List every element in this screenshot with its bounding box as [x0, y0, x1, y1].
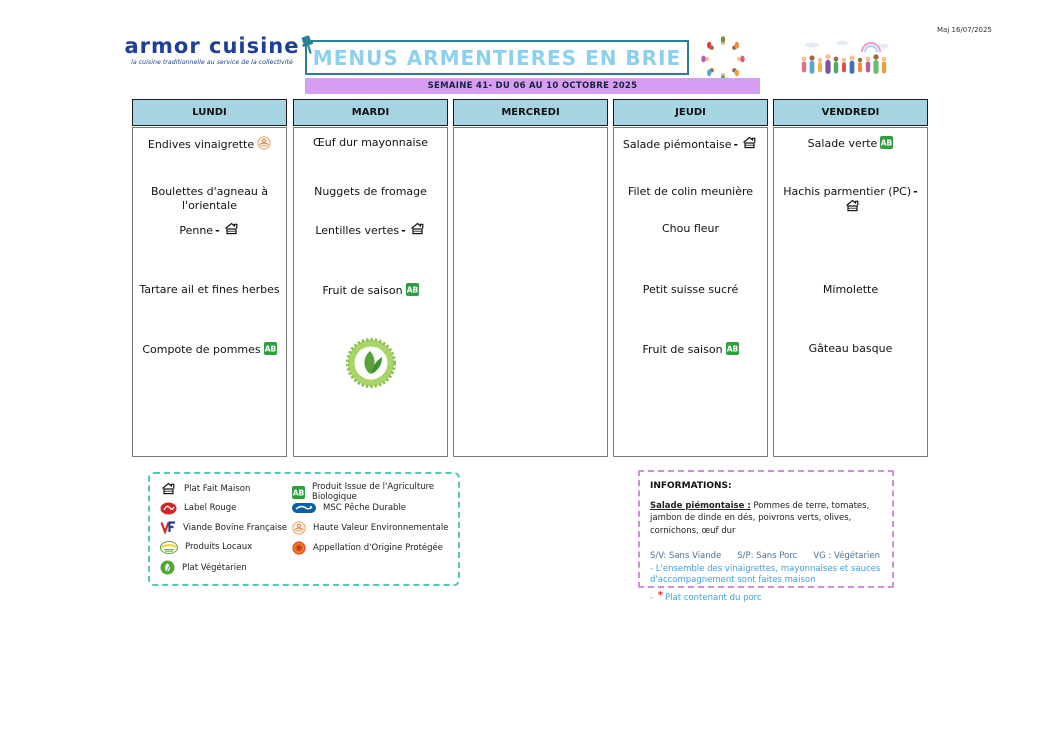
- menu-item: [776, 342, 925, 356]
- menu-item-text: Lentilles vertes: [315, 224, 400, 237]
- icon-dash: -: [215, 224, 220, 237]
- menu-item: [296, 185, 445, 199]
- ab-icon: [726, 342, 739, 355]
- menu-item: [296, 136, 445, 150]
- svg-text:AB: AB: [406, 285, 418, 295]
- vegetarian-badge-wrap: [294, 338, 447, 392]
- week-banner: SEMAINE 41- DU 06 AU 10 OCTOBRE 2025: [305, 78, 760, 94]
- ab-icon: [292, 486, 305, 499]
- menu-item-text: Œuf dur mayonnaise: [312, 136, 429, 149]
- abbreviation: VG : Végétarien: [813, 550, 880, 561]
- day-column-jeudi: [613, 99, 768, 457]
- menu-item-text: Nuggets de fromage: [314, 185, 427, 198]
- legend-label: Viande Bovine Française: [183, 522, 287, 533]
- aop-icon: [292, 541, 306, 555]
- brand-tagline: la cuisine traditionnelle au service de la collectivité: [131, 59, 293, 66]
- pushpin-icon: [295, 32, 321, 58]
- day-menu-body: [132, 127, 287, 457]
- menu-item: [776, 136, 925, 151]
- menu-item-text: Tartare ail et fines herbes: [139, 283, 280, 296]
- day-header: MARDI: [293, 99, 448, 126]
- dish-ingredients: Pommes de terre, tomates, jambon de dinde en dés, poivrons verts, olives, cornichons, œuf dur: [650, 501, 870, 536]
- abbreviation: S/V: Sans Viande: [650, 550, 722, 561]
- menu-item: [135, 222, 284, 238]
- abbreviation: S/P: Sans Porc: [737, 550, 798, 561]
- vegetarien-badge: [346, 338, 396, 388]
- menu-item: [135, 185, 284, 213]
- produits-locaux-icon: [160, 541, 178, 554]
- ab-icon: [406, 283, 419, 296]
- menu-item: [296, 283, 445, 298]
- legend-item: [160, 560, 247, 575]
- day-column-mardi: [293, 99, 448, 457]
- legend-label: Plat Fait Maison: [184, 484, 251, 494]
- menu-item-text: Chou fleur: [661, 222, 720, 235]
- brand-logo: [122, 34, 302, 66]
- informations-title: INFORMATIONS:: [650, 481, 732, 491]
- menu-item: [135, 283, 284, 297]
- legend-label: Plat Végétarien: [182, 562, 247, 573]
- maison-icon: [223, 222, 240, 236]
- legend-item: [292, 541, 443, 555]
- day-header: VENDREDI: [773, 99, 928, 126]
- menu-item: [776, 185, 925, 215]
- menu-item-text: Compote de pommes: [142, 343, 261, 356]
- menu-item-text: Fruit de saison: [642, 343, 723, 356]
- dish-name: Salade piémontaise :: [650, 501, 751, 511]
- menu-item: [616, 185, 765, 199]
- maison-icon: [409, 222, 426, 236]
- svg-text:AB: AB: [726, 344, 738, 354]
- day-menu-body: [773, 127, 928, 457]
- svg-text:AB: AB: [292, 488, 305, 498]
- legend-item: [160, 521, 287, 534]
- legend-item: [160, 502, 236, 515]
- day-column-vendredi: [773, 99, 928, 457]
- menu-item-text: Gâteau basque: [808, 342, 893, 355]
- hve-icon: [292, 521, 306, 535]
- menu-item-text: Mimolette: [822, 283, 879, 296]
- day-header: LUNDI: [132, 99, 287, 126]
- menu-item: [616, 342, 765, 357]
- icon-dash: -: [401, 224, 406, 237]
- ab-icon: [880, 136, 893, 149]
- day-column-mercredi: [453, 99, 608, 457]
- legend-label: MSC Pêche Durable: [323, 502, 407, 513]
- maison-icon: [160, 482, 177, 496]
- title-box: [305, 40, 689, 75]
- svg-text:AB: AB: [881, 138, 893, 148]
- menu-item-text: Fruit de saison: [322, 284, 403, 297]
- day-header: JEUDI: [613, 99, 768, 126]
- last-updated: Maj 16/07/2025: [937, 26, 992, 34]
- pork-note: - * Plat contenant du porc: [650, 589, 762, 603]
- legend-label: Produits Locaux: [185, 542, 253, 552]
- sauces-note: - L'ensemble des vinaigrettes, mayonnaises et sauces d'accompagnement sont faites maison: [650, 563, 881, 586]
- menu-item: [616, 136, 765, 152]
- maison-icon: [844, 199, 861, 213]
- legend-item: [292, 502, 406, 514]
- children-crowd-image: [798, 38, 890, 78]
- day-header: MERCREDI: [453, 99, 608, 126]
- abbreviations-row: [650, 551, 880, 561]
- asterisk-marker: *: [657, 589, 664, 601]
- icon-dash: -: [913, 185, 918, 198]
- legend-box: [148, 472, 460, 586]
- legend-label: Haute Valeur Environnementale: [313, 523, 449, 533]
- children-circle-image: [698, 34, 748, 84]
- menu-item: [296, 222, 445, 238]
- legend-label: Appellation d'Origine Protégée: [313, 542, 444, 553]
- msc-icon: [292, 502, 316, 514]
- pork-note-text: Plat contenant du porc: [665, 592, 762, 603]
- vbf-icon: [160, 521, 176, 534]
- svg-text:AB: AB: [264, 344, 276, 354]
- menu-item-text: Filet de colin meunière: [627, 185, 754, 198]
- menu-item-text: Hachis parmentier (PC): [783, 185, 912, 198]
- menu-item-text: Endives vinaigrette: [147, 138, 255, 151]
- maison-icon: [741, 136, 758, 150]
- vegetarien-icon: [160, 560, 175, 575]
- legend-item: [160, 482, 250, 496]
- menu-item: [616, 222, 765, 236]
- menu-item: [776, 283, 925, 297]
- legend-item: [292, 521, 448, 535]
- icon-dash: -: [733, 138, 739, 151]
- legend-item: [292, 482, 458, 502]
- hve-icon: [257, 136, 271, 150]
- legend-label: Produit Issue de l'Agriculture Biologique: [312, 482, 435, 502]
- menu-item-text: Boulettes d'agneau à l'orientale: [150, 185, 269, 212]
- legend-item: [160, 541, 252, 554]
- day-menu-body: [613, 127, 768, 457]
- menu-item: [616, 283, 765, 297]
- legend-label: Label Rouge: [184, 503, 237, 513]
- menu-item-text: Salade piémontaise: [622, 138, 732, 151]
- ab-icon: [264, 342, 277, 355]
- day-menu-body: [453, 127, 608, 457]
- menu-item-text: Penne: [179, 224, 214, 237]
- menu-item-text: Salade verte: [807, 137, 878, 150]
- menu-item: [135, 136, 284, 152]
- menu-item: [135, 342, 284, 357]
- label-rouge-icon: [160, 502, 177, 515]
- brand-name: armor cuisine: [124, 34, 300, 58]
- day-menu-body: [293, 127, 448, 457]
- day-column-lundi: [132, 99, 287, 457]
- menu-item-text: Petit suisse sucré: [642, 283, 739, 296]
- dish-description: [650, 500, 882, 537]
- page-title: MENUS ARMENTIERES EN BRIE: [312, 45, 682, 70]
- informations-box: [638, 470, 894, 603]
